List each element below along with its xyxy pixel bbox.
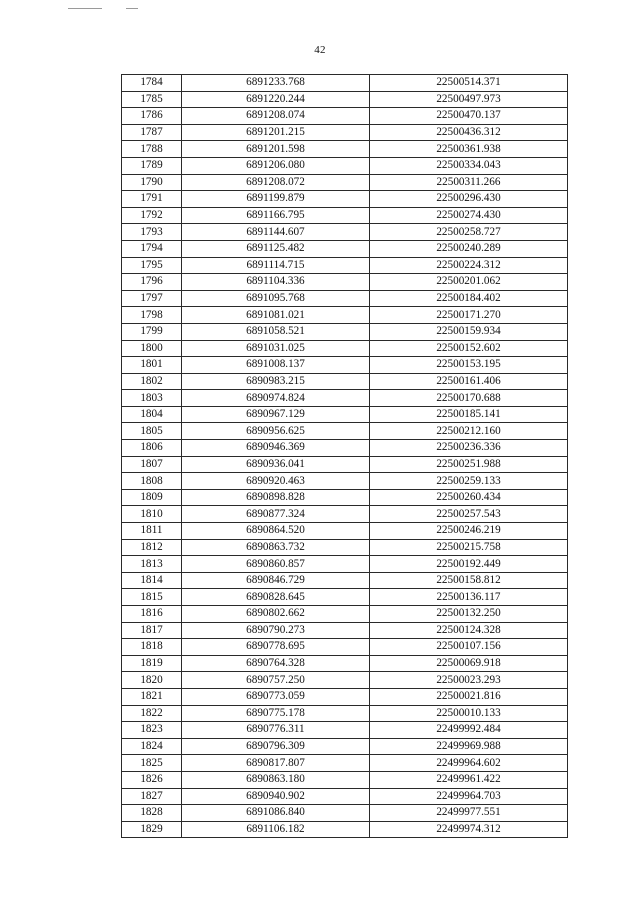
point-number-cell: 1793 xyxy=(122,224,182,241)
table-row xyxy=(122,141,568,158)
x-coordinate-cell: 6890846.729 xyxy=(182,572,370,589)
table-row xyxy=(122,755,568,772)
table-row xyxy=(122,124,568,141)
y-coordinate-cell: 22500361.938 xyxy=(370,141,568,158)
point-number-cell: 1826 xyxy=(122,771,182,788)
x-coordinate-cell: 6890877.324 xyxy=(182,506,370,523)
y-coordinate-cell: 22500069.918 xyxy=(370,655,568,672)
page-number: 42 xyxy=(314,44,326,56)
table-row xyxy=(122,788,568,805)
table-row xyxy=(122,340,568,357)
point-number-cell: 1815 xyxy=(122,589,182,606)
y-coordinate-cell: 22500236.336 xyxy=(370,440,568,457)
table-row xyxy=(122,639,568,656)
point-number-cell: 1809 xyxy=(122,489,182,506)
point-number-cell: 1818 xyxy=(122,639,182,656)
point-number-cell: 1817 xyxy=(122,622,182,639)
x-coordinate-cell: 6890920.463 xyxy=(182,473,370,490)
table-row xyxy=(122,589,568,606)
table-row xyxy=(122,357,568,374)
point-number-cell: 1810 xyxy=(122,506,182,523)
x-coordinate-cell: 6891201.598 xyxy=(182,141,370,158)
table-row xyxy=(122,655,568,672)
x-coordinate-cell: 6890967.129 xyxy=(182,406,370,423)
y-coordinate-cell: 22500171.270 xyxy=(370,307,568,324)
x-coordinate-cell: 6890757.250 xyxy=(182,672,370,689)
point-number-cell: 1828 xyxy=(122,805,182,822)
y-coordinate-cell: 22500184.402 xyxy=(370,290,568,307)
table-row xyxy=(122,75,568,92)
x-coordinate-cell: 6890974.824 xyxy=(182,390,370,407)
y-coordinate-cell: 22500259.133 xyxy=(370,473,568,490)
table-row xyxy=(122,473,568,490)
table-row xyxy=(122,440,568,457)
table-row xyxy=(122,240,568,257)
point-number-cell: 1785 xyxy=(122,91,182,108)
point-number-cell: 1813 xyxy=(122,556,182,573)
table-row xyxy=(122,406,568,423)
point-number-cell: 1800 xyxy=(122,340,182,357)
point-number-cell: 1803 xyxy=(122,390,182,407)
point-number-cell: 1795 xyxy=(122,257,182,274)
y-coordinate-cell: 22499964.703 xyxy=(370,788,568,805)
y-coordinate-cell: 22499964.602 xyxy=(370,755,568,772)
y-coordinate-cell: 22499974.312 xyxy=(370,821,568,838)
point-number-cell: 1823 xyxy=(122,722,182,739)
table-row xyxy=(122,373,568,390)
table-row xyxy=(122,224,568,241)
point-number-cell: 1790 xyxy=(122,174,182,191)
point-number-cell: 1808 xyxy=(122,473,182,490)
x-coordinate-cell: 6890817.807 xyxy=(182,755,370,772)
point-number-cell: 1797 xyxy=(122,290,182,307)
x-coordinate-cell: 6891031.025 xyxy=(182,340,370,357)
x-coordinate-cell: 6891208.074 xyxy=(182,108,370,125)
x-coordinate-cell: 6891104.336 xyxy=(182,274,370,291)
table-row xyxy=(122,556,568,573)
table-row xyxy=(122,108,568,125)
point-number-cell: 1806 xyxy=(122,440,182,457)
point-number-cell: 1788 xyxy=(122,141,182,158)
y-coordinate-cell: 22500257.543 xyxy=(370,506,568,523)
x-coordinate-cell: 6890828.645 xyxy=(182,589,370,606)
table-row xyxy=(122,805,568,822)
y-coordinate-cell: 22500334.043 xyxy=(370,157,568,174)
table-row xyxy=(122,307,568,324)
table-row xyxy=(122,274,568,291)
table-row xyxy=(122,572,568,589)
x-coordinate-cell: 6890936.041 xyxy=(182,456,370,473)
table-row xyxy=(122,323,568,340)
x-coordinate-cell: 6890860.857 xyxy=(182,556,370,573)
y-coordinate-cell: 22500497.973 xyxy=(370,91,568,108)
y-coordinate-cell: 22500124.328 xyxy=(370,622,568,639)
y-coordinate-cell: 22500274.430 xyxy=(370,207,568,224)
table-row xyxy=(122,672,568,689)
y-coordinate-cell: 22500152.602 xyxy=(370,340,568,357)
x-coordinate-cell: 6891114.715 xyxy=(182,257,370,274)
y-coordinate-cell: 22500201.062 xyxy=(370,274,568,291)
y-coordinate-cell: 22500470.137 xyxy=(370,108,568,125)
point-number-cell: 1798 xyxy=(122,307,182,324)
y-coordinate-cell: 22500170.688 xyxy=(370,390,568,407)
x-coordinate-cell: 6891166.795 xyxy=(182,207,370,224)
y-coordinate-cell: 22499961.422 xyxy=(370,771,568,788)
table-row xyxy=(122,207,568,224)
x-coordinate-cell: 6890778.695 xyxy=(182,639,370,656)
x-coordinate-cell: 6890790.273 xyxy=(182,622,370,639)
x-coordinate-cell: 6890775.178 xyxy=(182,705,370,722)
table-row xyxy=(122,738,568,755)
table-row xyxy=(122,506,568,523)
x-coordinate-cell: 6890863.732 xyxy=(182,539,370,556)
y-coordinate-cell: 22500158.812 xyxy=(370,572,568,589)
table-row xyxy=(122,705,568,722)
y-coordinate-cell: 22500436.312 xyxy=(370,124,568,141)
y-coordinate-cell: 22500153.195 xyxy=(370,357,568,374)
point-number-cell: 1799 xyxy=(122,323,182,340)
point-number-cell: 1807 xyxy=(122,456,182,473)
x-coordinate-cell: 6891208.072 xyxy=(182,174,370,191)
point-number-cell: 1819 xyxy=(122,655,182,672)
table-row xyxy=(122,157,568,174)
table-row xyxy=(122,489,568,506)
x-coordinate-cell: 6890863.180 xyxy=(182,771,370,788)
coordinates-table-body xyxy=(122,75,568,838)
x-coordinate-cell: 6891086.840 xyxy=(182,805,370,822)
scan-mark xyxy=(126,8,138,9)
y-coordinate-cell: 22500251.988 xyxy=(370,456,568,473)
point-number-cell: 1801 xyxy=(122,357,182,374)
x-coordinate-cell: 6890764.328 xyxy=(182,655,370,672)
point-number-cell: 1824 xyxy=(122,738,182,755)
y-coordinate-cell: 22500021.816 xyxy=(370,688,568,705)
table-row xyxy=(122,523,568,540)
point-number-cell: 1827 xyxy=(122,788,182,805)
point-number-cell: 1825 xyxy=(122,755,182,772)
x-coordinate-cell: 6891199.879 xyxy=(182,191,370,208)
x-coordinate-cell: 6891233.768 xyxy=(182,75,370,92)
table-row xyxy=(122,771,568,788)
table-row xyxy=(122,174,568,191)
point-number-cell: 1802 xyxy=(122,373,182,390)
y-coordinate-cell: 22500260.434 xyxy=(370,489,568,506)
table-row xyxy=(122,688,568,705)
x-coordinate-cell: 6890946.369 xyxy=(182,440,370,457)
table-row xyxy=(122,290,568,307)
x-coordinate-cell: 6891125.482 xyxy=(182,240,370,257)
point-number-cell: 1805 xyxy=(122,423,182,440)
point-number-cell: 1804 xyxy=(122,406,182,423)
y-coordinate-cell: 22500159.934 xyxy=(370,323,568,340)
y-coordinate-cell: 22500246.219 xyxy=(370,523,568,540)
point-number-cell: 1784 xyxy=(122,75,182,92)
point-number-cell: 1792 xyxy=(122,207,182,224)
y-coordinate-cell: 22500107.156 xyxy=(370,639,568,656)
x-coordinate-cell: 6890776.311 xyxy=(182,722,370,739)
x-coordinate-cell: 6890956.625 xyxy=(182,423,370,440)
x-coordinate-cell: 6890773.059 xyxy=(182,688,370,705)
y-coordinate-cell: 22500258.727 xyxy=(370,224,568,241)
x-coordinate-cell: 6890796.309 xyxy=(182,738,370,755)
table-row xyxy=(122,191,568,208)
x-coordinate-cell: 6891081.021 xyxy=(182,307,370,324)
scan-mark xyxy=(68,8,102,9)
point-number-cell: 1822 xyxy=(122,705,182,722)
y-coordinate-cell: 22500296.430 xyxy=(370,191,568,208)
point-number-cell: 1791 xyxy=(122,191,182,208)
table-row xyxy=(122,606,568,623)
y-coordinate-cell: 22499977.551 xyxy=(370,805,568,822)
y-coordinate-cell: 22500215.758 xyxy=(370,539,568,556)
y-coordinate-cell: 22500161.406 xyxy=(370,373,568,390)
y-coordinate-cell: 22500311.266 xyxy=(370,174,568,191)
coordinates-table xyxy=(121,74,568,838)
y-coordinate-cell: 22500192.449 xyxy=(370,556,568,573)
point-number-cell: 1821 xyxy=(122,688,182,705)
table-row xyxy=(122,622,568,639)
point-number-cell: 1820 xyxy=(122,672,182,689)
x-coordinate-cell: 6890940.902 xyxy=(182,788,370,805)
table-row xyxy=(122,257,568,274)
y-coordinate-cell: 22500212.160 xyxy=(370,423,568,440)
point-number-cell: 1812 xyxy=(122,539,182,556)
point-number-cell: 1829 xyxy=(122,821,182,838)
table-row xyxy=(122,456,568,473)
y-coordinate-cell: 22500185.141 xyxy=(370,406,568,423)
x-coordinate-cell: 6890898.828 xyxy=(182,489,370,506)
point-number-cell: 1816 xyxy=(122,606,182,623)
x-coordinate-cell: 6891201.215 xyxy=(182,124,370,141)
x-coordinate-cell: 6890802.662 xyxy=(182,606,370,623)
y-coordinate-cell: 22500023.293 xyxy=(370,672,568,689)
y-coordinate-cell: 22500240.289 xyxy=(370,240,568,257)
point-number-cell: 1811 xyxy=(122,523,182,540)
x-coordinate-cell: 6891206.080 xyxy=(182,157,370,174)
x-coordinate-cell: 6890983.215 xyxy=(182,373,370,390)
x-coordinate-cell: 6891220.244 xyxy=(182,91,370,108)
point-number-cell: 1814 xyxy=(122,572,182,589)
x-coordinate-cell: 6891008.137 xyxy=(182,357,370,374)
x-coordinate-cell: 6890864.520 xyxy=(182,523,370,540)
y-coordinate-cell: 22500132.250 xyxy=(370,606,568,623)
point-number-cell: 1794 xyxy=(122,240,182,257)
y-coordinate-cell: 22500224.312 xyxy=(370,257,568,274)
y-coordinate-cell: 22500136.117 xyxy=(370,589,568,606)
point-number-cell: 1786 xyxy=(122,108,182,125)
table-row xyxy=(122,539,568,556)
x-coordinate-cell: 6891058.521 xyxy=(182,323,370,340)
y-coordinate-cell: 22500514.371 xyxy=(370,75,568,92)
point-number-cell: 1789 xyxy=(122,157,182,174)
y-coordinate-cell: 22499992.484 xyxy=(370,722,568,739)
point-number-cell: 1787 xyxy=(122,124,182,141)
table-row xyxy=(122,821,568,838)
table-row xyxy=(122,390,568,407)
y-coordinate-cell: 22500010.133 xyxy=(370,705,568,722)
x-coordinate-cell: 6891095.768 xyxy=(182,290,370,307)
x-coordinate-cell: 6891106.182 xyxy=(182,821,370,838)
point-number-cell: 1796 xyxy=(122,274,182,291)
y-coordinate-cell: 22499969.988 xyxy=(370,738,568,755)
table-row xyxy=(122,722,568,739)
table-row xyxy=(122,423,568,440)
table-row xyxy=(122,91,568,108)
x-coordinate-cell: 6891144.607 xyxy=(182,224,370,241)
